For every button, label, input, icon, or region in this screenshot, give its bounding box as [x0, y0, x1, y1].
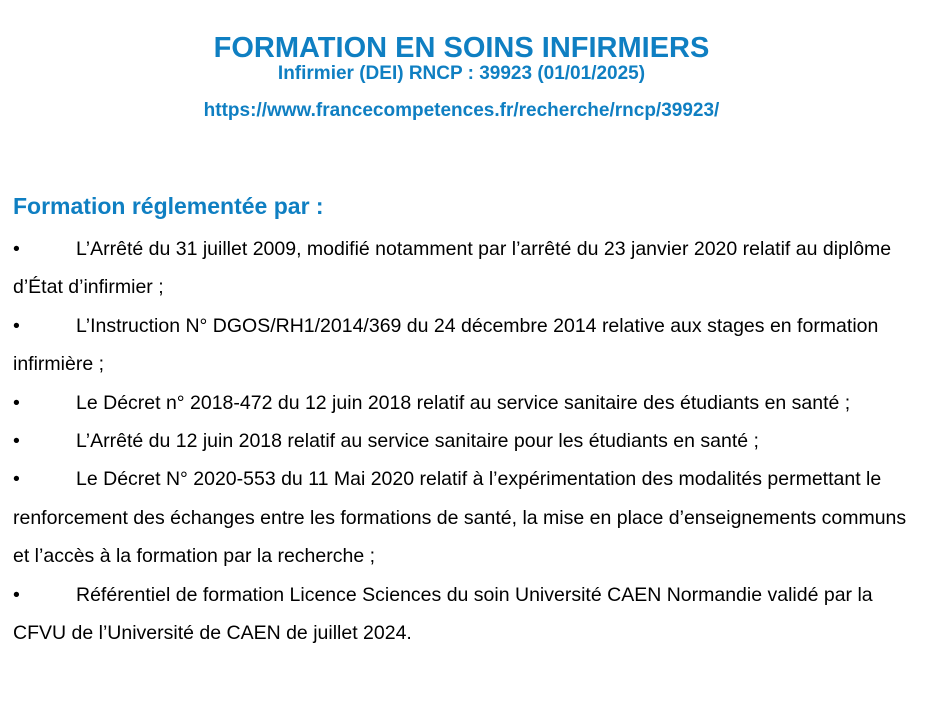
list-item: • Référentiel de formation Licence Sciences du soin Université CAEN Normandie validé par la CFVU de l’Université de CAEN de juillet 2024. — [13, 583, 873, 645]
document-header — [0, 30, 923, 122]
list-item: • L’Arrêté du 31 juillet 2009, modifié notamment par l’arrêté du 23 janvier 2020 relatif au diplôme d’État d’infirmier ; — [13, 238, 892, 299]
list-item-text: Le Décret N° 2020-553 du 11 Mai 2020 relatif à l’expérimentation des modalités permettant le renforcement des échanges entre les formations de santé, la mise en place d’enseignements communs et l’accès à la formation par la recherche ; — [13, 468, 907, 568]
page-title: FORMATION EN SOINS INFIRMIERS — [213, 32, 710, 64]
rncp-link[interactable]: https://www.francecompetences.fr/recherche/rncp/39923/ — [203, 100, 720, 121]
rncp-subtitle: Infirmier (DEI) RNCP : 39923 (01/01/2025) — [277, 63, 646, 84]
list-item-text: L’Arrêté du 12 juin 2018 relatif au service sanitaire pour les étudiants en santé ; — [76, 430, 759, 453]
list-item: • L’Instruction N° DGOS/RH1/2014/369 du 24 décembre 2014 relative aux stages en formation infirmière ; — [13, 314, 879, 376]
list-item-text: L’Instruction N° DGOS/RH1/2014/369 du 24 décembre 2014 relative aux stages en formation infirmière ; — [13, 314, 879, 376]
list-item-text: Le Décret n° 2018-472 du 12 juin 2018 relatif au service sanitaire des étudiants en santé ; — [76, 391, 851, 414]
regulation-list — [13, 230, 908, 652]
list-item: • L’Arrêté du 12 juin 2018 relatif au service sanitaire pour les étudiants en santé ; — [13, 430, 759, 453]
list-item: • Le Décret N° 2020-553 du 11 Mai 2020 relatif à l’expérimentation des modalités permettant le renforcement des échanges entre les formations de santé, la mise en place d’enseignements communs et l’accès à la formation par la recherche ; — [13, 468, 907, 568]
list-item-text: L’Arrêté du 31 juillet 2009, modifié notamment par l’arrêté du 23 janvier 2020 relatif au diplôme d’État d’infirmier ; — [13, 238, 892, 299]
list-item-text: Référentiel de formation Licence Sciences du soin Université CAEN Normandie validé par la CFVU de l’Université de CAEN de juillet 2024. — [13, 583, 873, 645]
list-item: • Le Décret n° 2018-472 du 12 juin 2018 relatif au service sanitaire des étudiants en santé ; — [13, 391, 851, 414]
regulation-heading: Formation réglementée par : — [13, 193, 324, 219]
